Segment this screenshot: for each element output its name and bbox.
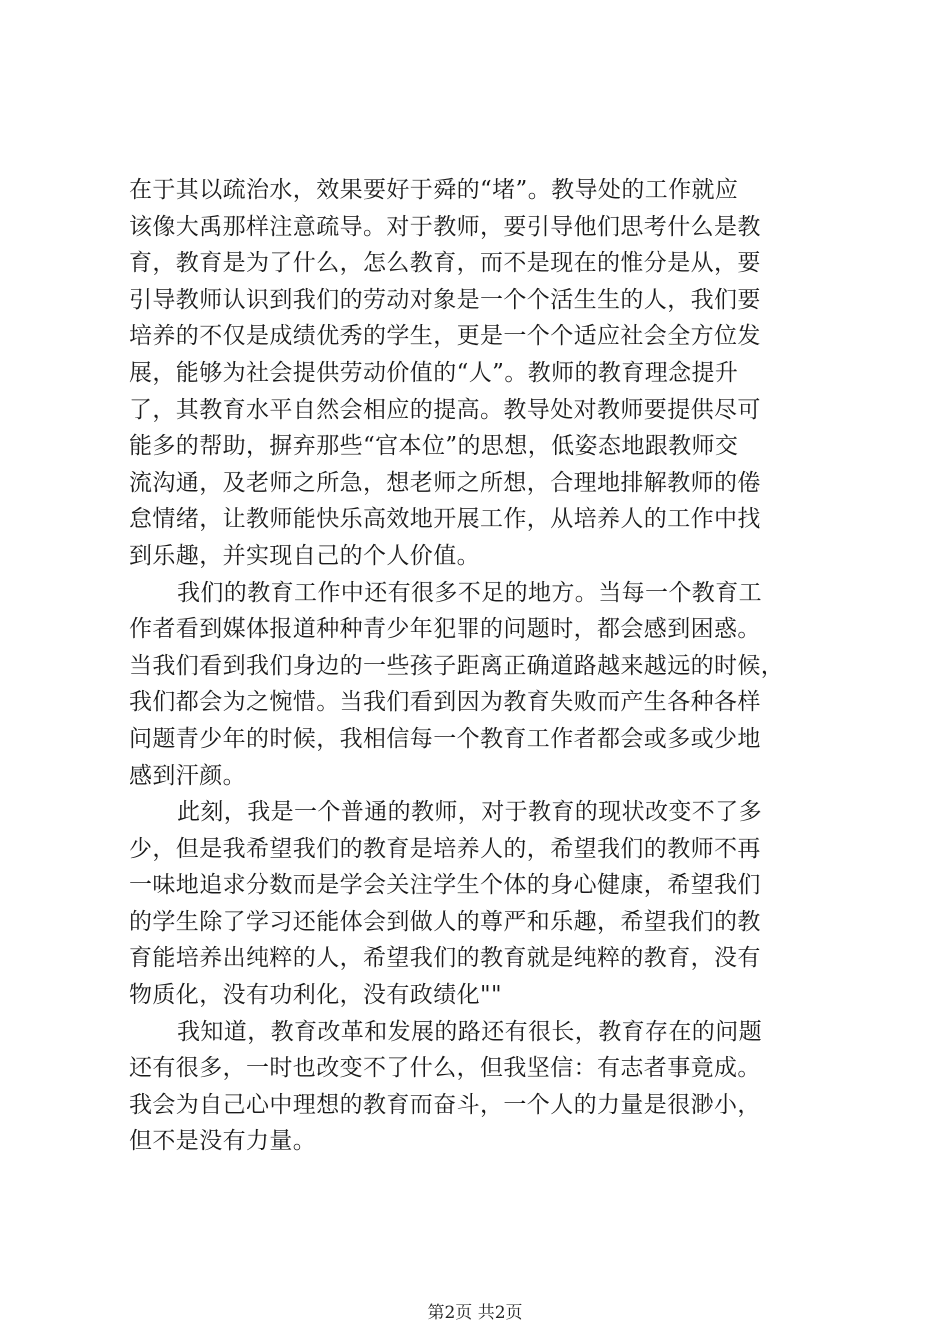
text-line: 我会为自己心中理想的教育而奋斗，一个人的力量是很渺小， (129, 1091, 761, 1118)
document-body (129, 172, 829, 1160)
text-line: 一味地追求分数而是学会关注学生个体的身心健康，希望我们 (129, 872, 761, 899)
text-line: 但不是没有力量。 (129, 1128, 317, 1155)
page-footer (0, 1303, 950, 1323)
text-line: 感到汗颜。 (129, 762, 246, 789)
text-line: 物质化，没有功利化，没有政绩化"" (129, 982, 502, 1009)
text-line: 问题青少年的时候，我相信每一个教育工作者都会或多或少地 (129, 725, 761, 752)
text-line: 在于其以疏治水，效果要好于舜的“堵”。教导处的工作就应 (129, 177, 739, 203)
page-number-label: 第2页 共2页 (427, 1303, 523, 1323)
text-line: 还有很多，一时也改变不了什么，但我坚信：有志者事竟成。 (129, 1055, 761, 1082)
text-line: 能多的帮助，摒弃那些“官本位”的思想，低姿态地跟教师交 (129, 433, 739, 460)
text-line: 引导教师认识到我们的劳动对象是一个个活生生的人，我们要 (129, 286, 761, 313)
paragraph-first-line: 我们的教育工作中还有很多不足的地方。当每一个教育工 (177, 579, 762, 606)
text-line: 少，但是我希望我们的教育是培养人的，希望我们的教师不再 (129, 835, 761, 862)
text-line: 流沟通，及老师之所急，想老师之所想，合理地排解教师的倦 (129, 469, 761, 496)
text-line: 作者看到媒体报道种种青少年犯罪的问题时，都会感到困惑。 (129, 616, 761, 643)
paragraph-first-line: 我知道，教育改革和发展的路还有很长，教育存在的问题 (177, 1018, 762, 1045)
text-line: 育，教育是为了什么，怎么教育，而不是现在的惟分是从，要 (129, 250, 761, 277)
text-line: 我们都会为之惋惜。当我们看到因为教育失败而产生各种各样 (129, 689, 761, 716)
text-line: 该像大禹那样注意疏导。对于教师，要引导他们思考什么是教 (129, 213, 761, 240)
text-line: 到乐趣，并实现自己的个人价值。 (129, 542, 480, 569)
text-line: 怠情绪，让教师能快乐高效地开展工作，从培养人的工作中找 (129, 506, 761, 533)
text-line: 的学生除了学习还能体会到做人的尊严和乐趣，希望我们的教 (129, 908, 761, 935)
paragraph-first-line: 此刻，我是一个普通的教师，对于教育的现状改变不了多 (177, 799, 762, 826)
text-line: 培养的不仅是成绩优秀的学生，更是一个个适应社会全方位发 (129, 323, 761, 350)
text-line: 当我们看到我们身边的一些孩子距离正确道路越来越远的时候， (129, 652, 785, 679)
text-line: 展，能够为社会提供劳动价值的“人”。教师的教育理念提升 (129, 359, 739, 386)
text-line: 育能培养出纯粹的人，希望我们的教育就是纯粹的教育，没有 (129, 945, 761, 972)
text-line: 了，其教育水平自然会相应的提高。教导处对教师要提供尽可 (129, 396, 761, 423)
